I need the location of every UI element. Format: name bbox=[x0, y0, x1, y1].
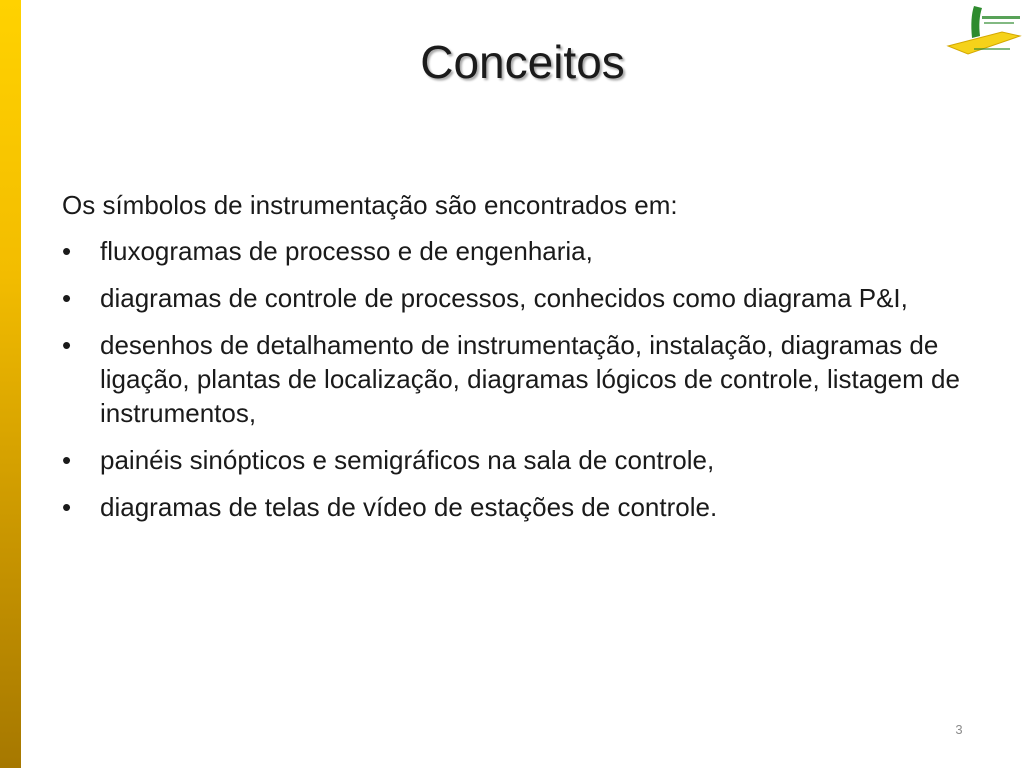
accent-bar bbox=[0, 0, 21, 768]
bullet-icon: • bbox=[62, 330, 72, 360]
list-item-text: diagramas de controle de processos, conhecidos como diagrama P&I, bbox=[100, 283, 908, 313]
list-item bbox=[62, 234, 962, 268]
bullet-icon: • bbox=[62, 236, 72, 266]
list-item bbox=[62, 328, 962, 430]
slide-title: Conceitos bbox=[420, 36, 625, 88]
list-item bbox=[62, 443, 962, 477]
list-item-text: desenhos de detalhamento de instrumentação, instalação, diagramas de ligação, plantas de localização, diagramas lógicos de controle, listagem de instrumentos, bbox=[100, 330, 960, 428]
list-item bbox=[62, 281, 962, 315]
list-item-text: painéis sinópticos e semigráficos na sala de controle, bbox=[100, 445, 715, 475]
bullet-icon: • bbox=[62, 283, 72, 313]
intro-text: Os símbolos de instrumentação são encontrados em: bbox=[62, 190, 678, 220]
slide-body bbox=[62, 188, 962, 537]
list-item bbox=[62, 490, 962, 524]
list-item-text: fluxogramas de processo e de engenharia, bbox=[100, 236, 593, 266]
bullet-icon: • bbox=[62, 492, 72, 522]
bullet-list bbox=[62, 234, 962, 524]
page-number: 3 bbox=[955, 722, 963, 737]
list-item-text: diagramas de telas de vídeo de estações de controle. bbox=[100, 492, 718, 522]
licentec-logo-icon bbox=[944, 2, 1024, 58]
bullet-icon: • bbox=[62, 445, 72, 475]
